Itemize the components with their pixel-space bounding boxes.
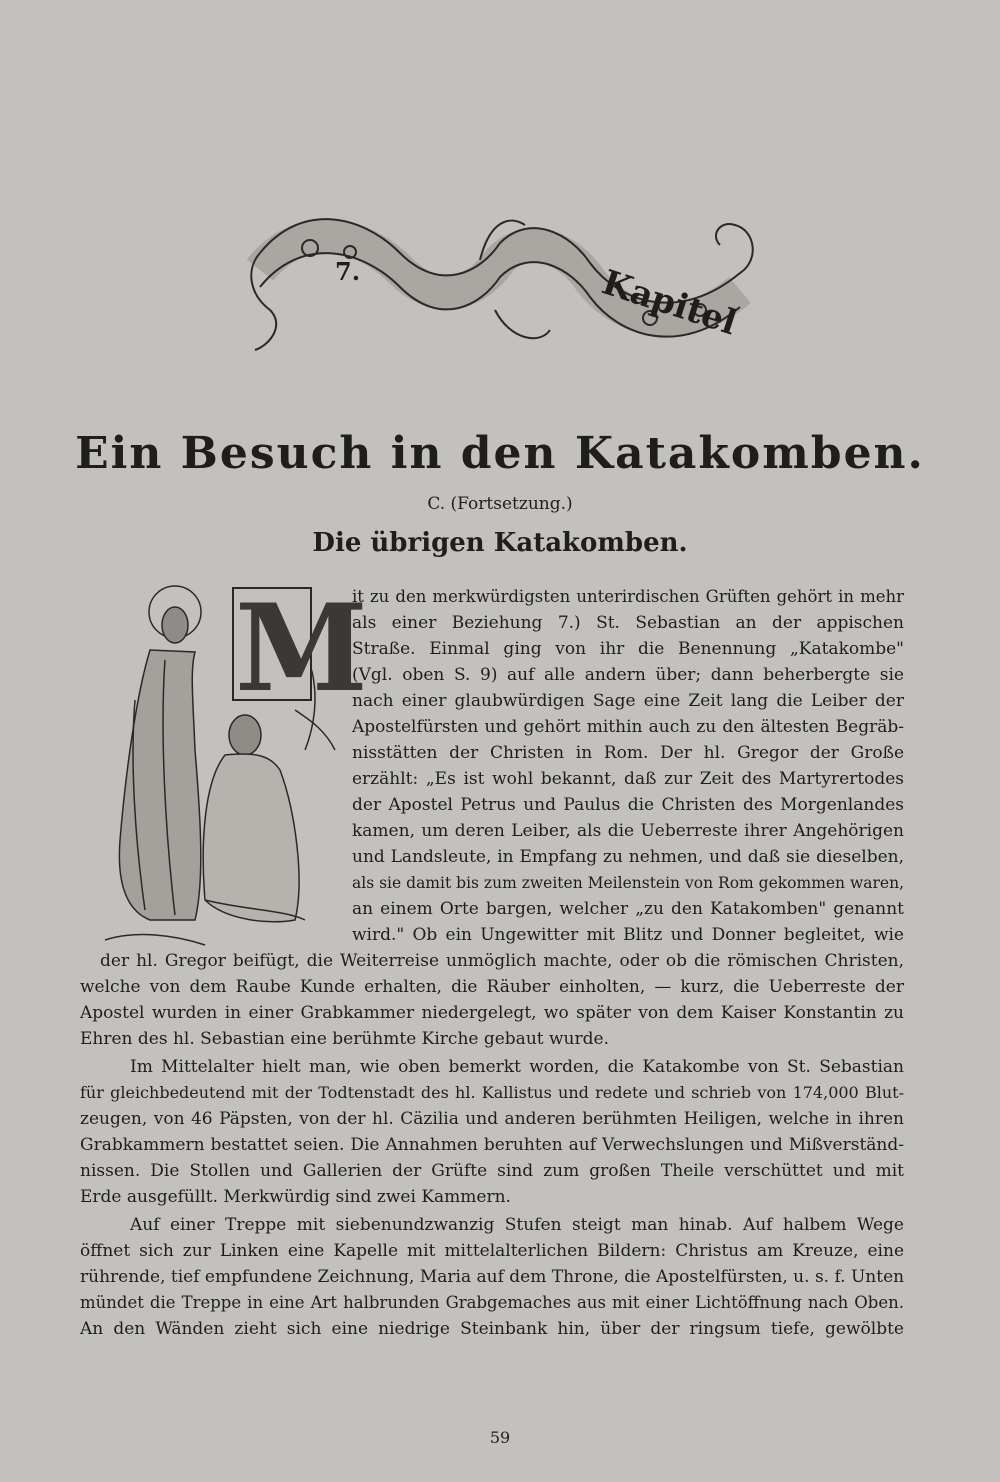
- chapter-title: Ein Besuch in den Katakomben.: [75, 428, 925, 479]
- body-line: it zu den merkwürdigsten unterirdischen Grüften gehört in mehr: [352, 587, 904, 606]
- body-line: nisstätten der Christen in Rom. Der hl. Gregor der Große: [352, 743, 904, 763]
- section-title: Die übrigen Katakomben.: [312, 528, 688, 558]
- body-line: Ehren des hl. Sebastian eine berühmte Kirche gebaut wurde.: [80, 1029, 609, 1049]
- body-line: Grabkammern bestattet seien. Die Annahmen beruhten auf Verwechslungen und Mißverständ-: [80, 1135, 904, 1155]
- body-line: der Apostel Petrus und Paulus die Christen des Morgenlandes: [352, 795, 904, 815]
- body-line: Straße. Einmal ging von ihr die Benennung „Katakombe": [352, 639, 904, 659]
- body-line: Im Mittelalter hielt man, wie oben bemerkt worden, die Katakombe von St. Sebastian: [130, 1057, 904, 1077]
- body-line: Erde ausgefüllt. Merkwürdig sind zwei Kammern.: [80, 1187, 511, 1207]
- banner-word: Kapitel: [597, 262, 742, 344]
- body-line: der hl. Gregor beifügt, die Weiterreise unmöglich machte, oder ob die römischen Christen,: [100, 951, 904, 971]
- body-line: und Landsleute, in Empfang zu nehmen, und daß sie dieselben,: [352, 847, 904, 867]
- body-line: zeugen, von 46 Päpsten, von der hl. Cäzilia und anderen berühmten Heiligen, welche in ihren: [80, 1109, 904, 1129]
- body-line: rührende, tief empfundene Zeichnung, Maria auf dem Throne, die Apostelfürsten, u. s. f. Unten: [80, 1267, 905, 1287]
- body-line: nissen. Die Stollen und Gallerien der Grüfte sind zum großen Theile verschüttet und mit: [80, 1161, 904, 1181]
- body-line: Auf einer Treppe mit siebenundzwanzig Stufen steigt man hinab. Auf halbem Wege: [130, 1215, 904, 1235]
- drop-cap-letter: M: [235, 578, 368, 719]
- banner-number: 7.: [335, 257, 361, 286]
- body-line: An den Wänden zieht sich eine niedrige Steinbank hin, über der ringsum tiefe, gewölbte: [80, 1319, 904, 1339]
- engraving-illustration: [95, 578, 368, 970]
- chapter-banner: [240, 200, 760, 370]
- body-line: an einem Orte bargen, welcher „zu den Katakomben" genannt: [352, 899, 904, 919]
- page-number: 59: [489, 1428, 511, 1447]
- body-line: öffnet sich zur Linken eine Kapelle mit mittelalterlichen Bildern: Christus am Kreuze, eine: [80, 1241, 904, 1261]
- body-line: mündet die Treppe in eine Art halbrunden Grabgemaches aus mit einer Lichtöffnung nach Oben.: [80, 1293, 904, 1312]
- body-line: Apostelfürsten und gehört mithin auch zu den ältesten Begräb-: [352, 717, 904, 737]
- body-line: wird." Ob ein Ungewitter mit Blitz und Donner begleitet, wie: [352, 925, 904, 945]
- body-line: welche von dem Raube Kunde erhalten, die Räuber einholten, — kurz, die Ueberreste der: [80, 977, 904, 997]
- body-line: erzählt: „Es ist wohl bekannt, daß zur Zeit des Martyrertodes: [352, 769, 904, 789]
- body-line: als sie damit bis zum zweiten Meilenstein von Rom gekommen waren,: [352, 874, 904, 892]
- body-line: (Vgl. oben S. 9) auf alle andern über; dann beherbergte sie: [352, 665, 904, 685]
- body-line: nach einer glaubwürdigen Sage eine Zeit lang die Leiber der: [352, 691, 904, 711]
- body-line: für gleichbedeutend mit der Todtenstadt des hl. Kallistus und redete und schrieb von 174,000 Blut-: [80, 1083, 904, 1102]
- body-line: Apostel wurden in einer Grabkammer niedergelegt, wo später von dem Kaiser Konstantin zu: [80, 1003, 904, 1023]
- section-label: C. (Fortsetzung.): [427, 494, 573, 514]
- body-line: als einer Beziehung 7.) St. Sebastian an der appischen: [352, 613, 904, 633]
- body-line: kamen, um deren Leiber, als die Ueberreste ihrer Angehörigen: [352, 821, 904, 841]
